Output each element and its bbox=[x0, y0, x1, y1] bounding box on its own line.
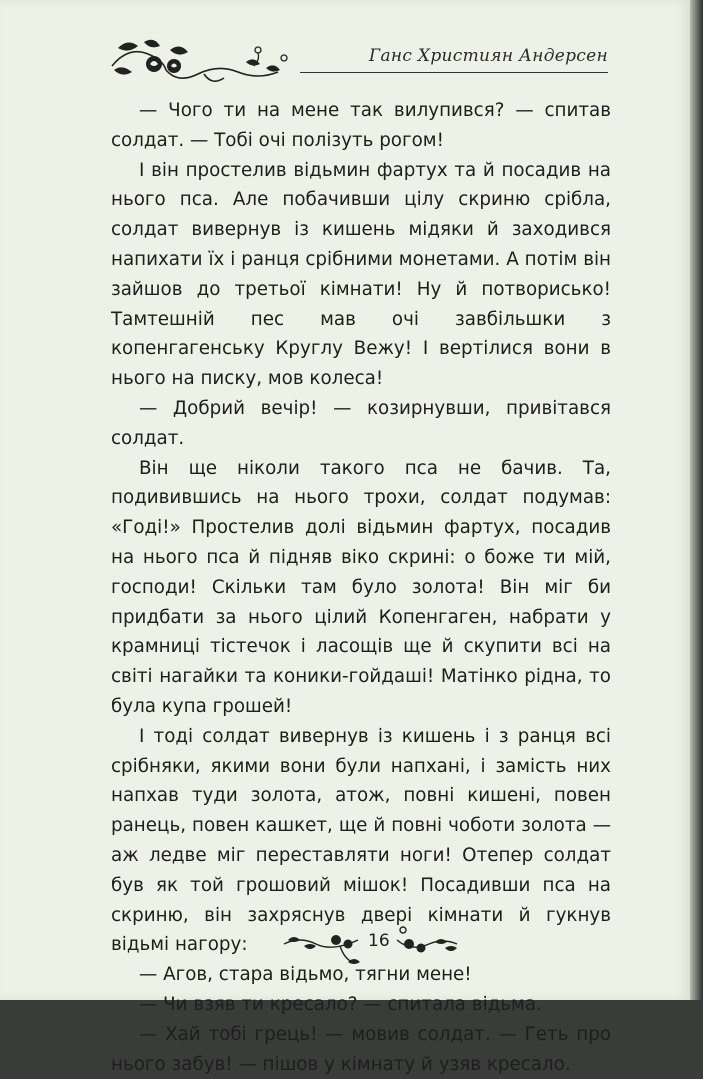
page-footer bbox=[280, 922, 460, 972]
author-name: Ганс Християн Андерсен bbox=[368, 46, 608, 66]
floral-vine-icon bbox=[280, 922, 364, 966]
paragraph: І він простелив відьмин фартух та й посадив на нього пса. Але побачивши цілу скриню срібла, солдат вивернув із кишень мідяки й заходився напихати їх і ранця срібними монетами. А потім він зайшов до третьої кімнати! Ну й потворисько! Тамтешній пес мав очі завбільшки з копенгагенську Круглу Вежу! І вертілися вони в нього на писку, мов колеса! bbox=[111, 159, 611, 390]
running-header bbox=[108, 36, 608, 86]
paragraph: — Добрий вечір! — козирнувши, привітався солдат. bbox=[111, 397, 611, 449]
paragraph: — Чого ти на мене так вилупився? — спитав солдат. — Тобі очі полізуть рогом! bbox=[111, 100, 611, 151]
paragraph: І тоді солдат вивернув із кишень і з ранця всі срібняки, якими вони були напхані, і замість них напхав туди золота, атож, повні кишені, повен ранець, повен кашкет, ще й повні чоботи золота — аж ледве міг переставляти ноги! Отепер солдат був як той грошовий мішок! Посадивши пса на скриню, він захряснув двері кімнати й гукнув відьмі нагору: bbox=[111, 725, 611, 956]
floral-vine-icon bbox=[108, 36, 298, 86]
paragraph: — Чи взяв ти кресало? — спитала відьма. bbox=[139, 993, 542, 1015]
paragraph: Він ще ніколи такого пса не бачив. Та, подивившись на нього трохи, солдат подумав: «Годі!» Простелив долі відьмин фартух, посадив на нього пса й підняв віко скрині: о боже ти мій, господи! Скільки там було золота! Він міг би придбати за нього цілий Копенгаген, набрати у крамниці тістечок і ласощів ще й скупити всі на світі нагайки та коники-гойдаші! Матінко рідна, то була купа грошей! bbox=[111, 457, 611, 717]
floral-vine-icon bbox=[395, 922, 460, 966]
page-number: 16 bbox=[368, 931, 390, 951]
header-rule bbox=[300, 72, 608, 73]
page-edge bbox=[690, 0, 703, 1000]
paragraph: — Агов, стара відьмо, тягни мене! bbox=[139, 964, 472, 986]
paragraph: — Хай тобі грець! — мовив солдат. — Геть про нього забув! — пішов у кімнату й узяв кресало. bbox=[111, 1023, 611, 1075]
